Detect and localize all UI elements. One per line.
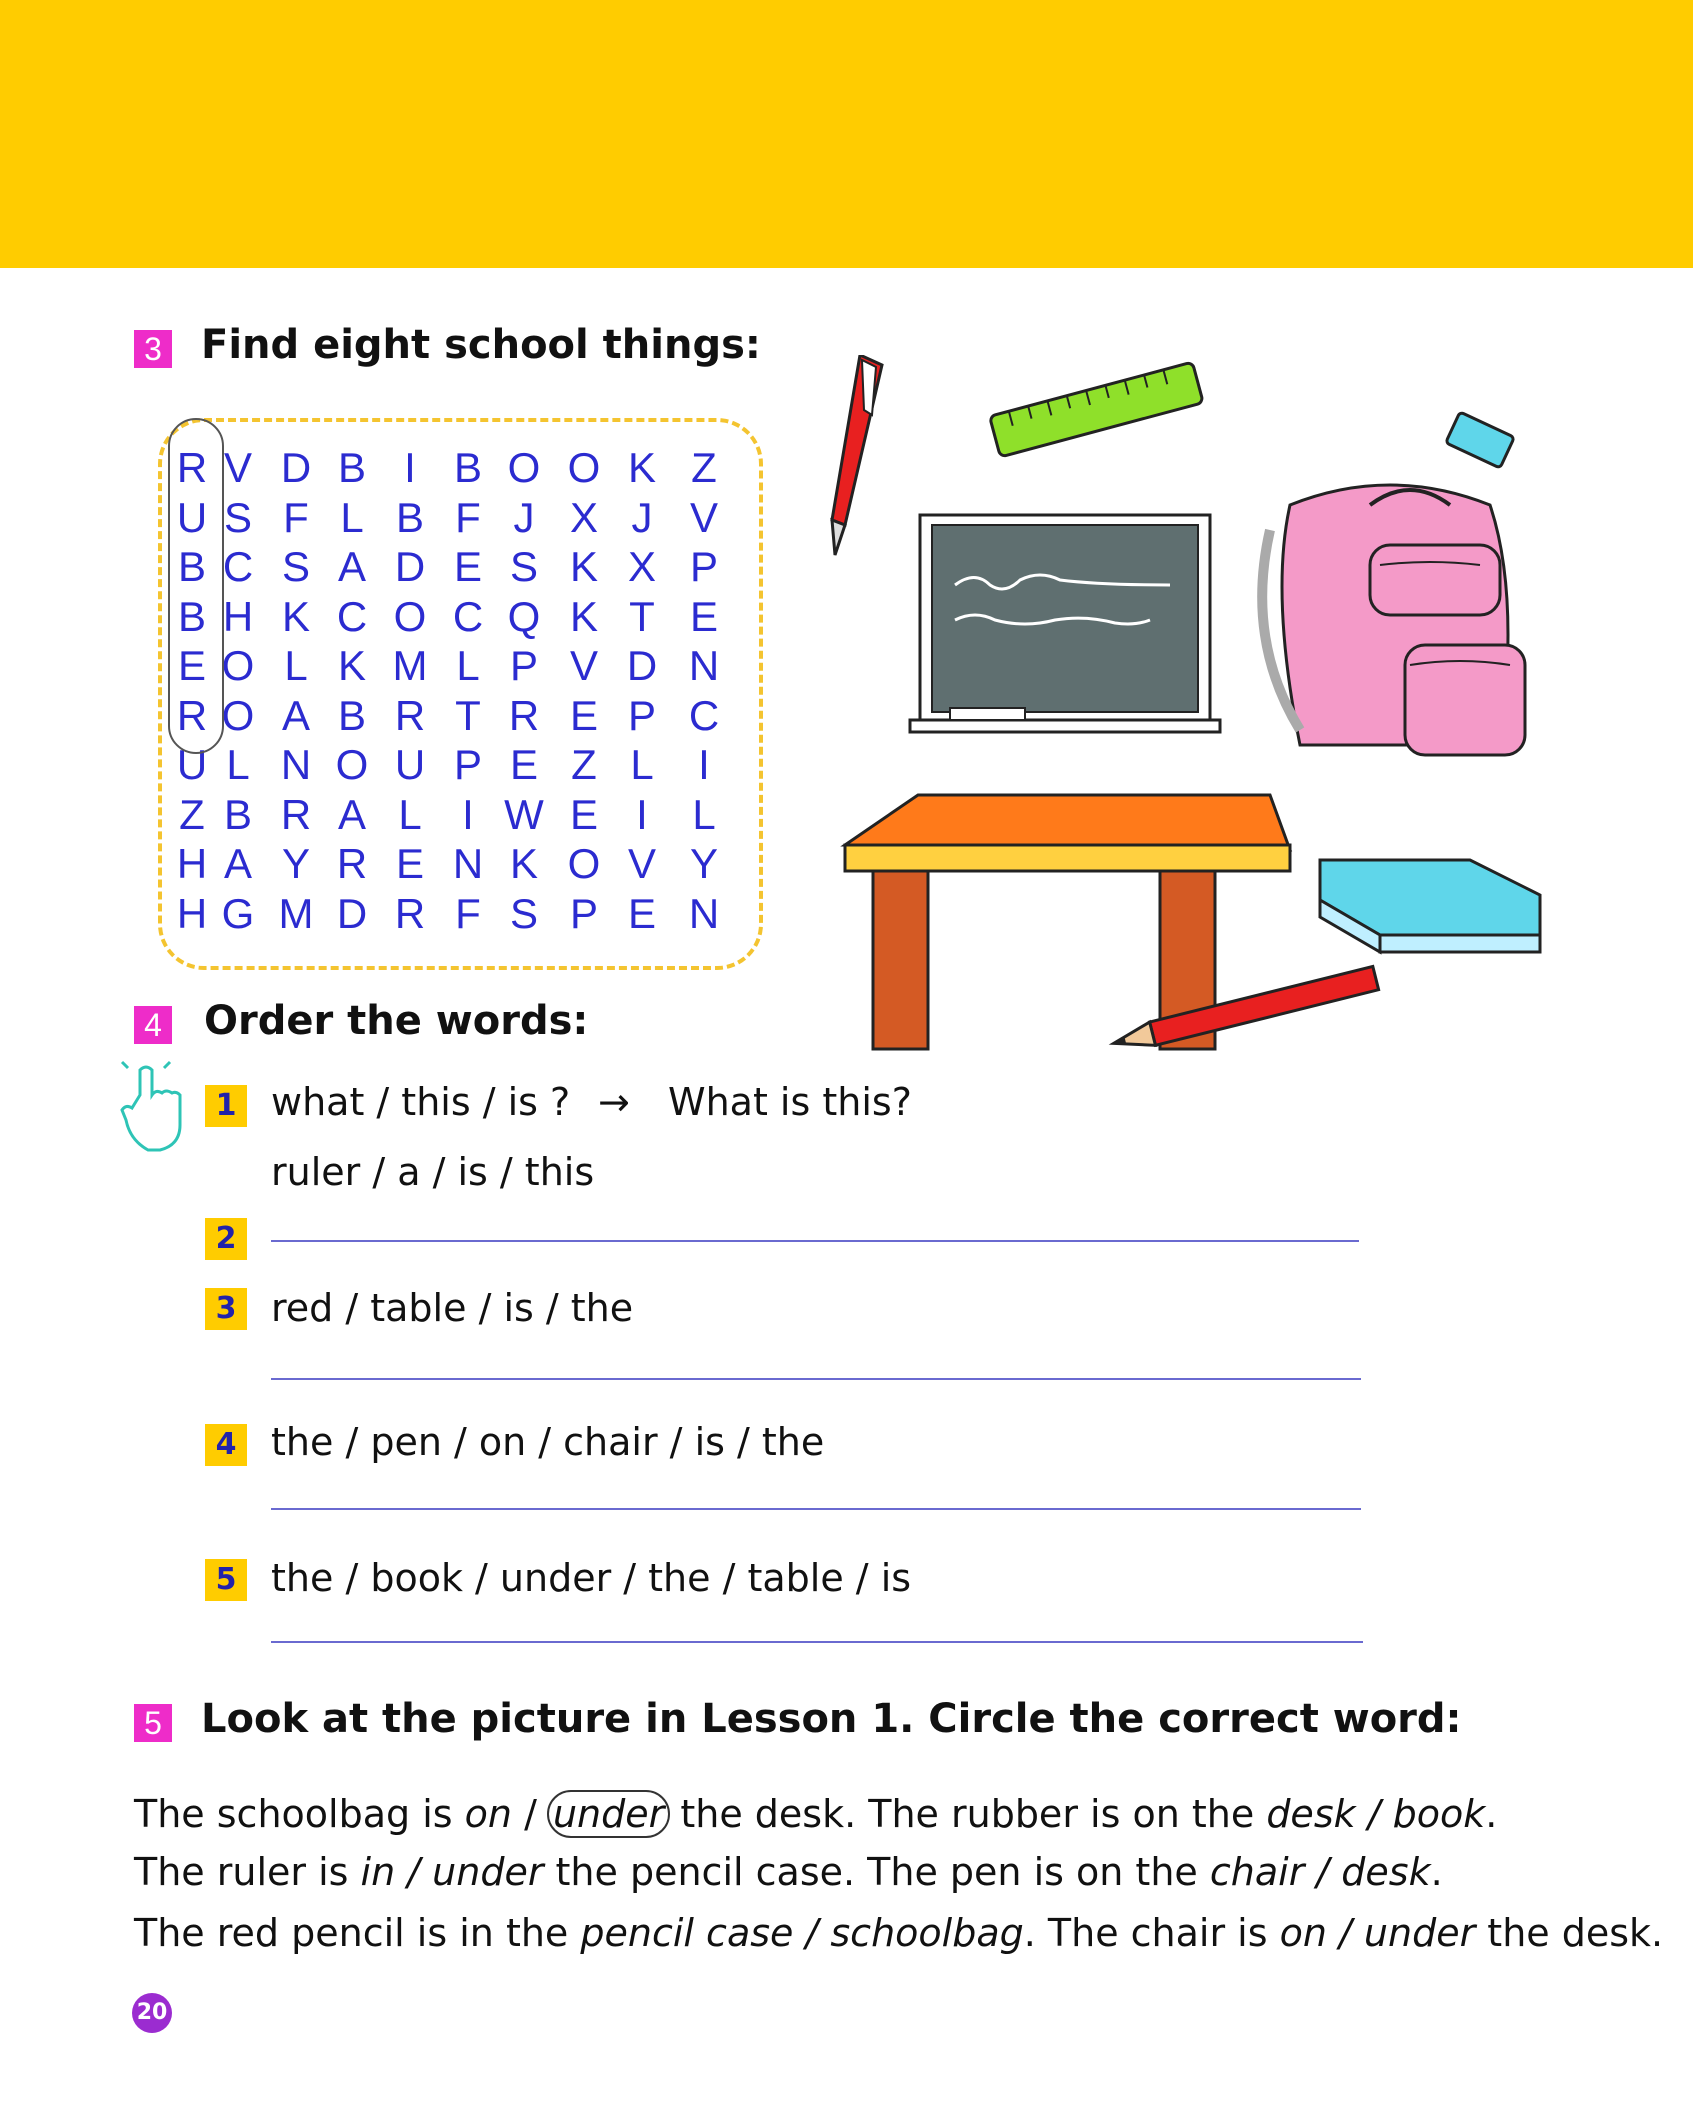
grid-letter[interactable]: S (223, 493, 252, 541)
item-5-number: 5 (205, 1559, 247, 1601)
line-2-period: . (1430, 1850, 1443, 1894)
grid-letter[interactable]: L (226, 741, 250, 788)
grid-letter[interactable]: K (509, 840, 538, 887)
grid-row (168, 592, 768, 642)
grid-letter[interactable]: R (176, 444, 208, 491)
line-3-text-a: The red pencil is in the (134, 1911, 581, 1955)
grid-letter[interactable]: T (455, 691, 481, 739)
grid-letter[interactable]: Z (179, 790, 205, 838)
grid-letter[interactable]: N (452, 840, 484, 887)
grid-row (168, 443, 768, 493)
page-number: 20 (132, 1993, 172, 2033)
grid-row (168, 889, 768, 939)
grid-letter[interactable]: L (284, 642, 308, 689)
grid-letter[interactable]: H (176, 889, 208, 937)
exercise-4-badge: 4 (134, 1006, 172, 1044)
line-2-options-chair-desk[interactable]: chair / desk (1209, 1850, 1431, 1894)
grid-letter[interactable]: E (453, 543, 482, 590)
grid-letter[interactable]: L (456, 642, 480, 689)
ruler-illustration (990, 362, 1204, 457)
grid-letter[interactable]: O (335, 741, 369, 788)
grid-letter[interactable]: B (177, 543, 206, 590)
grid-letter[interactable]: C (688, 691, 720, 739)
grid-letter[interactable]: B (223, 790, 252, 838)
exercise-5-badge: 5 (134, 1704, 172, 1742)
item-1-arrow: → (598, 1080, 630, 1124)
sentence-line-3 (134, 1911, 1663, 1955)
item-3-prompt: red / table / is / the (271, 1286, 634, 1330)
item-2-answer-line[interactable] (271, 1240, 1359, 1242)
grid-letter[interactable]: T (629, 592, 655, 640)
schoolbag-illustration (1262, 485, 1525, 755)
grid-letter[interactable]: K (569, 543, 598, 590)
grid-letter[interactable]: C (222, 543, 254, 590)
grid-letter[interactable]: C (452, 592, 484, 640)
grid-row (168, 740, 768, 790)
grid-letter[interactable]: X (569, 493, 598, 541)
exercise-5-title: Look at the picture in Lesson 1. Circle the correct word: (201, 1696, 1462, 1742)
item-2-prompt: ruler / a / is / this (271, 1150, 595, 1194)
grid-letter[interactable]: B (395, 493, 424, 541)
pen-illustration (832, 355, 882, 555)
grid-letter[interactable]: K (627, 444, 656, 491)
item-1-number: 1 (205, 1085, 247, 1127)
grid-letter[interactable]: E (689, 592, 718, 640)
grid-letter[interactable]: V (689, 493, 718, 541)
grid-letter[interactable]: L (692, 790, 716, 838)
line-1-option-on[interactable]: on (464, 1792, 512, 1836)
grid-letter[interactable]: R (394, 889, 426, 937)
grid-letter[interactable]: A (337, 543, 366, 590)
exercise-4-title: Order the words: (204, 998, 589, 1044)
grid-letter[interactable]: F (455, 493, 481, 541)
blackboard-illustration (910, 515, 1220, 732)
line-3-text-c: . The chair is (1023, 1911, 1280, 1955)
grid-letter[interactable]: U (394, 741, 426, 788)
item-3-answer-line[interactable] (271, 1378, 1361, 1380)
grid-letter[interactable]: O (507, 444, 541, 491)
pencil-illustration (1111, 966, 1379, 1055)
grid-letter[interactable]: I (698, 741, 710, 788)
pointing-hand-icon (120, 1060, 190, 1152)
grid-row (168, 790, 768, 840)
line-1-option-under-circled[interactable]: under (547, 1790, 670, 1838)
grid-letter[interactable]: I (462, 790, 474, 838)
grid-letter[interactable]: A (223, 840, 252, 887)
grid-letter[interactable]: M (392, 642, 428, 689)
grid-letter[interactable]: O (393, 592, 427, 640)
grid-letter[interactable]: S (509, 543, 538, 590)
grid-letter[interactable]: R (280, 790, 312, 838)
grid-row (168, 691, 768, 741)
top-banner (0, 0, 1693, 268)
grid-letter[interactable]: J (631, 493, 653, 541)
grid-letter[interactable]: A (281, 691, 310, 739)
line-1-slash: / (511, 1792, 549, 1836)
grid-letter[interactable]: R (176, 691, 208, 739)
grid-letter[interactable]: B (337, 444, 366, 491)
item-3-number: 3 (205, 1288, 247, 1330)
grid-letter[interactable]: I (636, 790, 648, 838)
grid-letter[interactable]: J (513, 493, 535, 541)
item-4-prompt: the / pen / on / chair / is / the (271, 1420, 825, 1464)
grid-letter[interactable]: O (567, 840, 601, 887)
grid-letter[interactable]: P (689, 543, 718, 590)
item-1-answer: What is this? (668, 1080, 912, 1124)
grid-letter[interactable]: R (394, 691, 426, 739)
grid-letter[interactable]: A (337, 790, 366, 838)
line-1-text-a: The schoolbag is (134, 1792, 465, 1836)
grid-letter[interactable]: P (509, 642, 538, 689)
grid-letter[interactable]: P (627, 691, 656, 739)
grid-letter[interactable]: V (223, 444, 252, 491)
grid-letter[interactable]: O (567, 444, 601, 491)
grid-letter[interactable]: L (340, 493, 364, 541)
grid-letter[interactable]: P (453, 741, 482, 788)
grid-letter[interactable]: E (569, 790, 598, 838)
grid-letter[interactable]: B (453, 444, 482, 491)
item-1-prompt: what / this / is ? (271, 1080, 571, 1124)
school-things-illustration (820, 355, 1560, 1070)
word-search-grid (168, 443, 768, 943)
grid-row (168, 839, 768, 889)
grid-letter[interactable]: K (281, 592, 310, 640)
grid-letter[interactable]: F (455, 889, 481, 937)
grid-letter[interactable]: I (404, 444, 416, 491)
grid-letter[interactable]: N (688, 642, 720, 689)
item-2-number: 2 (205, 1218, 247, 1260)
item-4-number: 4 (205, 1424, 247, 1466)
grid-letter[interactable]: W (504, 790, 544, 838)
grid-letter[interactable]: C (336, 592, 368, 640)
grid-letter[interactable]: B (337, 691, 366, 739)
grid-letter[interactable]: H (222, 592, 254, 640)
grid-letter[interactable]: L (398, 790, 422, 838)
grid-letter[interactable]: Q (507, 592, 541, 640)
line-3-options-on-under[interactable]: on / under (1279, 1911, 1476, 1955)
grid-letter[interactable]: E (509, 741, 538, 788)
grid-letter[interactable]: L (630, 741, 654, 788)
grid-letter[interactable]: D (394, 543, 426, 590)
item-5-answer-line[interactable] (271, 1641, 1363, 1643)
grid-row (168, 542, 768, 592)
grid-letter[interactable]: F (283, 493, 309, 541)
line-3-options-pencilcase-schoolbag[interactable]: pencil case / schoolbag (580, 1911, 1024, 1955)
grid-letter[interactable]: D (626, 642, 658, 689)
item-5-prompt: the / book / under / the / table / is (271, 1556, 912, 1600)
line-3-text-e: the desk. (1475, 1911, 1664, 1955)
line-2-text-c: the pencil case. The pen is on the (543, 1850, 1210, 1894)
grid-letter[interactable]: R (508, 691, 540, 739)
grid-letter[interactable]: D (336, 889, 368, 937)
line-1-text-e: the desk. The rubber is on the (668, 1792, 1267, 1836)
grid-letter[interactable]: Z (691, 444, 717, 491)
line-2-text-a: The ruler is (134, 1850, 361, 1894)
circled-word-rubber (168, 418, 224, 754)
grid-letter[interactable]: R (336, 840, 368, 887)
grid-row (168, 641, 768, 691)
grid-letter[interactable]: V (569, 642, 598, 689)
grid-letter[interactable]: X (627, 543, 656, 590)
exercise-3-title: Find eight school things: (201, 322, 761, 368)
line-1-options-desk-book[interactable]: desk / book (1266, 1792, 1486, 1836)
grid-letter[interactable]: Z (571, 741, 597, 788)
grid-letter[interactable]: K (569, 592, 598, 640)
grid-letter[interactable]: N (280, 741, 312, 788)
grid-letter[interactable]: P (569, 889, 598, 937)
grid-letter[interactable]: Y (689, 840, 718, 887)
line-1-period: . (1485, 1792, 1498, 1836)
grid-letter[interactable]: E (177, 642, 206, 689)
grid-letter[interactable]: Y (281, 840, 310, 887)
line-2-options-in-under[interactable]: in / under (360, 1850, 544, 1894)
grid-letter[interactable]: G (221, 889, 255, 937)
rubber-illustration (1446, 412, 1515, 468)
grid-letter[interactable]: E (569, 691, 598, 739)
book-illustration (1320, 860, 1540, 952)
sentence-line-2 (134, 1850, 1443, 1894)
grid-letter[interactable]: H (176, 840, 208, 887)
grid-letter[interactable]: U (176, 741, 208, 788)
grid-letter[interactable]: V (627, 840, 656, 887)
grid-letter[interactable]: K (337, 642, 366, 689)
grid-letter[interactable]: O (221, 691, 255, 739)
grid-letter[interactable]: B (177, 592, 206, 640)
grid-letter[interactable]: S (281, 543, 310, 590)
grid-letter[interactable]: E (395, 840, 424, 887)
grid-letter[interactable]: M (278, 889, 314, 937)
grid-letter[interactable]: S (509, 889, 538, 937)
sentence-line-1 (134, 1790, 1497, 1838)
grid-letter[interactable]: E (627, 889, 656, 937)
grid-letter[interactable]: O (221, 642, 255, 689)
grid-row (168, 493, 768, 543)
exercise-3-badge: 3 (134, 330, 172, 368)
grid-letter[interactable]: D (280, 444, 312, 491)
grid-letter[interactable]: N (688, 889, 720, 937)
grid-letter[interactable]: U (176, 493, 208, 541)
item-4-answer-line[interactable] (271, 1508, 1361, 1510)
